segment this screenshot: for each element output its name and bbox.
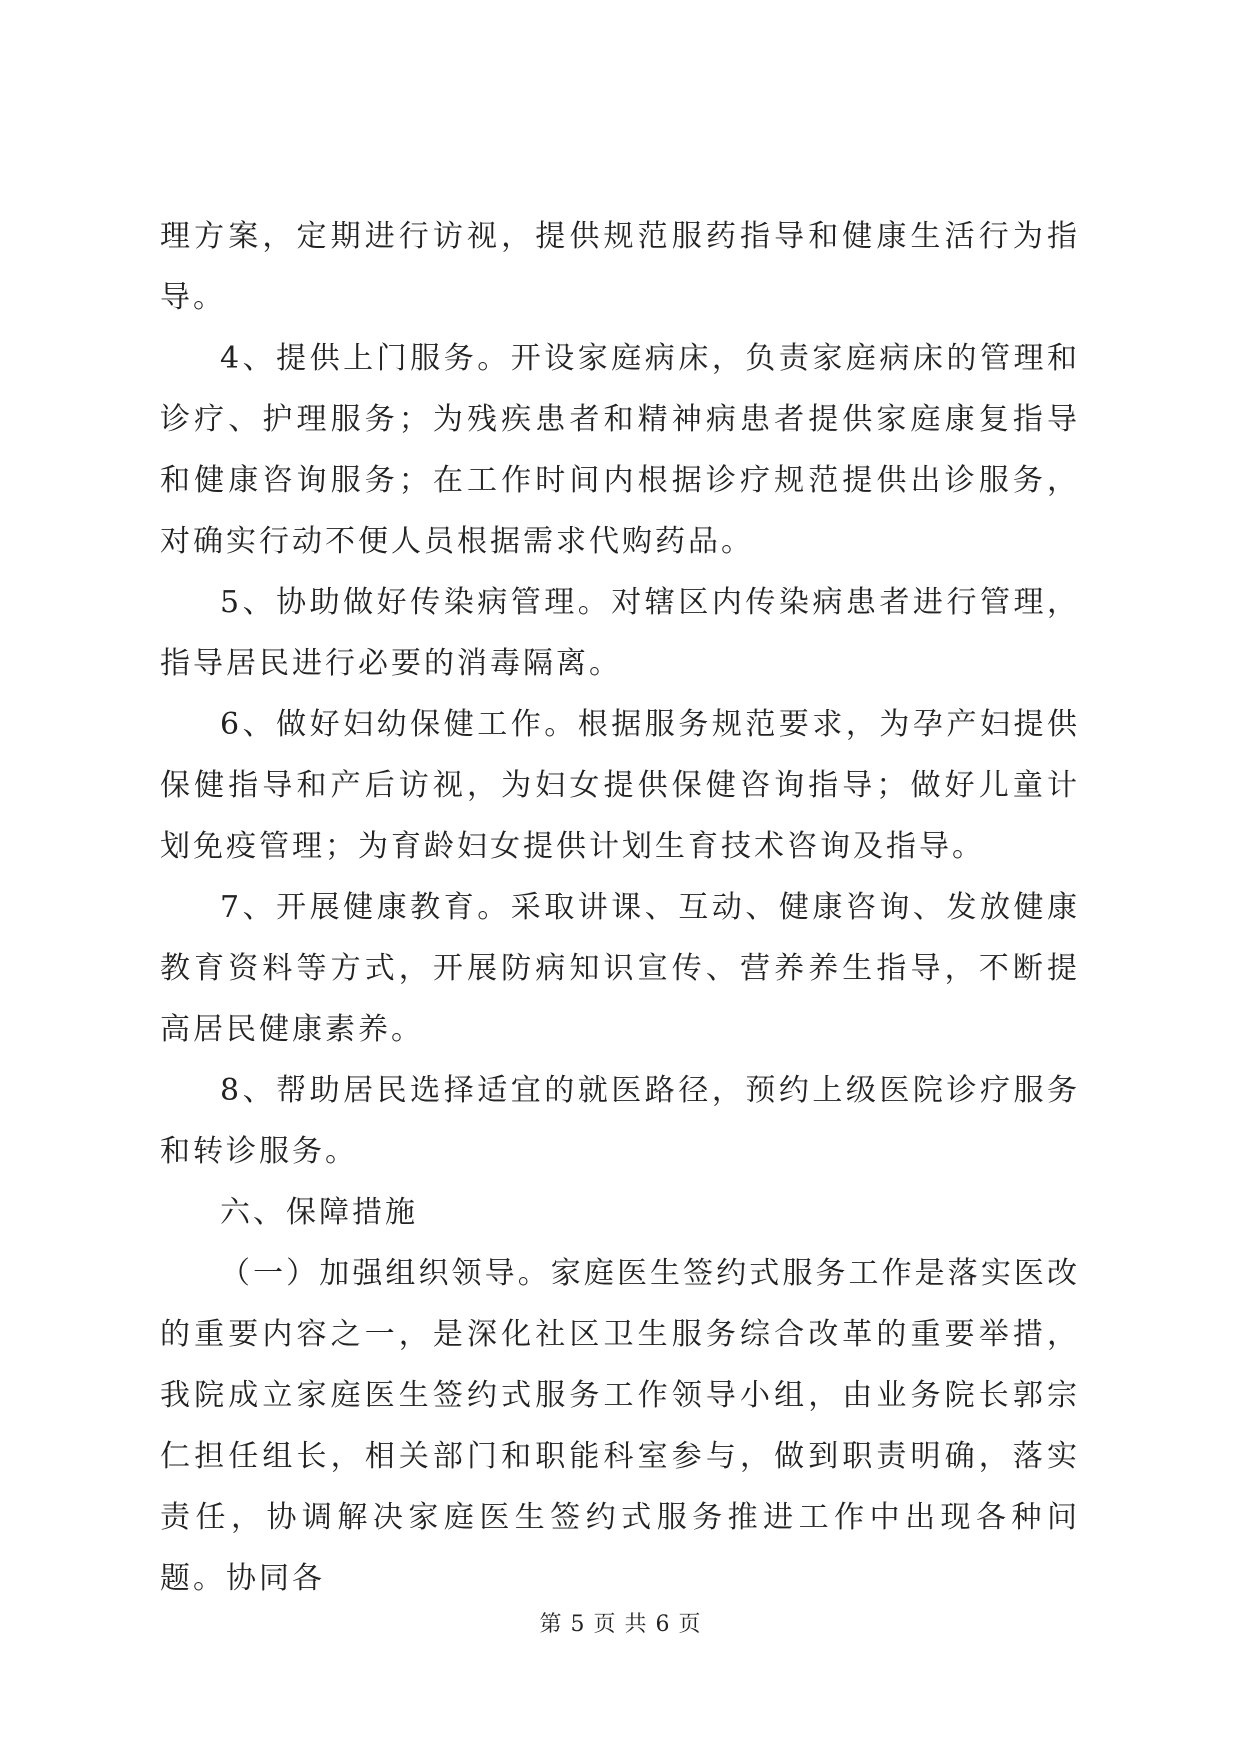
paragraph-item-4: 4、提供上门服务。开设家庭病床，负责家庭病床的管理和诊疗、护理服务；为残疾患者和精神病患者提供家庭康复指导和健康咨询服务；在工作时间内根据诊疗规范提供出诊服务，对确实行动不便人员根据需求代购药品。 — [160, 341, 1080, 559]
paragraph-item-7: 7、开展健康教育。采取讲课、互动、健康咨询、发放健康教育资料等方式，开展防病知识宣传、营养养生指导，不断提高居民健康素养。 — [160, 890, 1080, 1047]
paragraph-item-6: 6、做好妇幼保健工作。根据服务规范要求，为孕产妇提供保健指导和产后访视，为妇女提供保健咨询指导；做好儿童计划免疫管理；为育龄妇女提供计划生育技术咨询及指导。 — [160, 707, 1080, 864]
document-body — [160, 206, 1080, 1609]
paragraph-safeguard-1: （一）加强组织领导。家庭医生签约式服务工作是落实医改的重要内容之一，是深化社区卫生服务综合改革的重要举措，我院成立家庭医生签约式服务工作领导小组，由业务院长郭宗仁担任组长，相关部门和职能科室参与，做到职责明确，落实责任，协调解决家庭医生签约式服务推进工作中出现各种问题。协同各 — [160, 1256, 1080, 1596]
section-heading-safeguards: 六、保障措施 — [220, 1195, 418, 1230]
page-number-footer: 第 5 页 共 6 页 — [539, 1612, 702, 1637]
paragraph-continuation: 理方案，定期进行访视，提供规范服药指导和健康生活行为指导。 — [160, 219, 1080, 315]
paragraph-item-8: 8、帮助居民选择适宜的就医路径，预约上级医院诊疗服务和转诊服务。 — [160, 1073, 1080, 1169]
paragraph-item-5: 5、协助做好传染病管理。对辖区内传染病患者进行管理，指导居民进行必要的消毒隔离。 — [160, 585, 1080, 681]
